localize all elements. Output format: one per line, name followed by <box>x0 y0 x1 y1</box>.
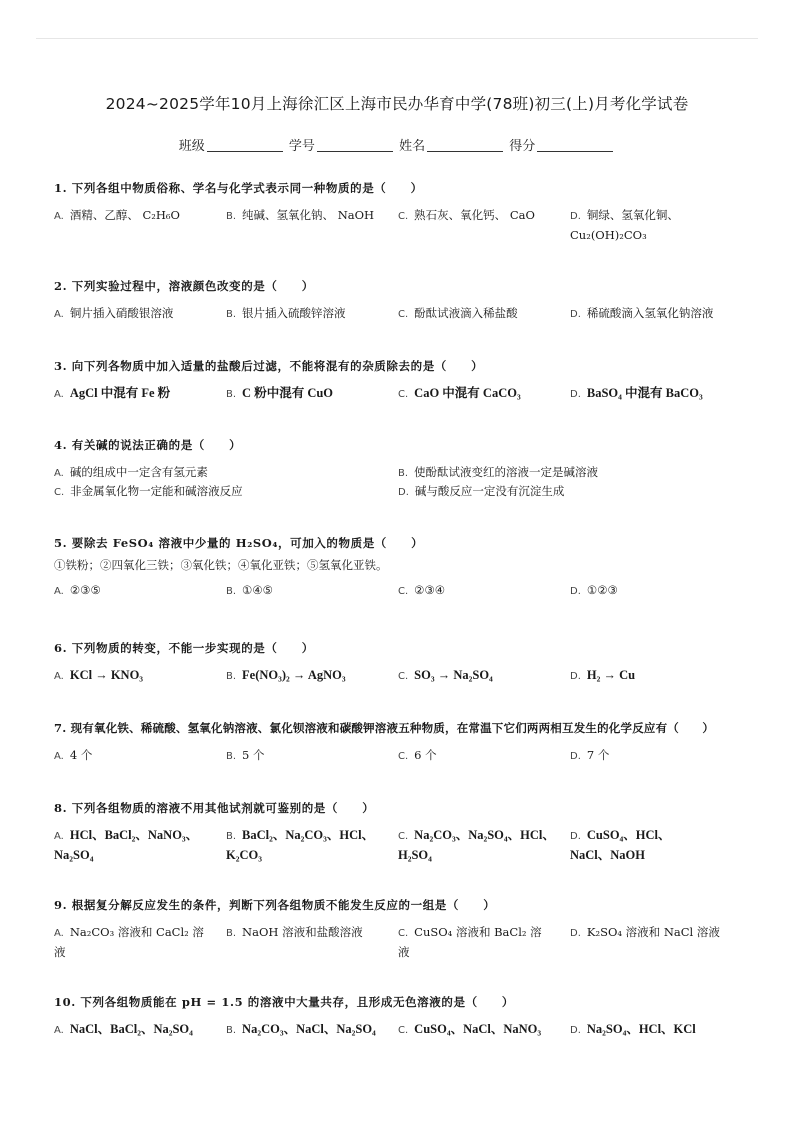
option-a[interactable]: A. 酒精、乙醇、 C₂H₆O <box>54 208 180 222</box>
name-label: 姓名 <box>399 139 426 154</box>
option-a[interactable]: A. 4 个 <box>54 748 93 762</box>
option-d[interactable]: D. 稀硫酸滴入氢氧化钠溶液 <box>570 306 714 320</box>
option-b[interactable]: B. 使酚酞试液变红的溶液一定是碱溶液 <box>398 465 599 479</box>
option-c[interactable]: C. 非金属氧化物一定能和碱溶液反应 <box>54 484 243 498</box>
score-label: 得分 <box>509 139 536 154</box>
option-c[interactable]: C. CuSO₄ 溶液和 BaCl₂ 溶液 <box>398 925 542 959</box>
question-7 <box>54 720 754 786</box>
option-a[interactable]: A. Na₂CO₃ 溶液和 CaCl₂ 溶液 <box>54 925 204 959</box>
option-d[interactable]: D. 铜绿、氢氧化铜、 Cu₂(OH)₂CO₃ <box>570 208 679 242</box>
question-stem: 6. 下列物质的转变，不能一步实现的是（ ） <box>54 641 314 655</box>
question-sub-list: ①铁粉；②四氧化三铁；③氧化铁；④氧化亚铁；⑤氢氧化亚铁。 <box>54 558 388 572</box>
question-10 <box>54 994 754 1060</box>
student-info-line <box>0 135 794 154</box>
option-b[interactable]: B. BaCl₂、Na₂CO₃、HCl、K₂CO₃ <box>226 828 375 862</box>
option-d[interactable]: D. Na₂SO₄、HCl、KCl <box>570 1022 696 1036</box>
option-b[interactable]: B. NaOH 溶液和盐酸溶液 <box>226 925 363 939</box>
question-stem: 1. 下列各组中物质俗称、学名与化学式表示同一种物质的是（ ） <box>54 181 423 195</box>
number-blank[interactable] <box>317 139 393 152</box>
option-b[interactable]: B. 纯碱、氢氧化钠、 NaOH <box>226 208 375 222</box>
option-a[interactable]: A. KCl → KNO₃ <box>54 668 144 682</box>
question-stem: 7. 现有氧化铁、稀硫酸、氢氧化钠溶液、氯化钡溶液和碳酸钾溶液五种物质，在常温下它们两两相互发生的化学反应有（ ） <box>54 721 715 735</box>
option-b[interactable]: B. Na₂CO₃、NaCl、Na₂SO₄ <box>226 1022 376 1036</box>
question-stem: 4. 有关碱的说法正确的是（ ） <box>54 438 242 452</box>
question-2 <box>54 278 754 344</box>
option-b[interactable]: B. 5 个 <box>226 748 265 762</box>
option-c[interactable]: C. SO₃ → Na₂SO₄ <box>398 668 493 682</box>
name-blank[interactable] <box>427 139 503 152</box>
option-d[interactable]: D. 7 个 <box>570 748 610 762</box>
question-6 <box>54 640 754 706</box>
question-stem: 8. 下列各组物质的溶液不用其他试剂就可鉴别的是（ ） <box>54 801 375 815</box>
question-9 <box>54 897 754 963</box>
option-d[interactable]: D. 碱与酸反应一定没有沉淀生成 <box>398 484 565 498</box>
question-stem: 5. 要除去 FeSO₄ 溶液中少量的 H₂SO₄，可加入的物质是（ ） <box>54 536 424 550</box>
option-a[interactable]: A. 碱的组成中一定含有氢元素 <box>54 465 208 479</box>
option-d[interactable]: D. ①②③ <box>570 583 618 597</box>
option-b[interactable]: B. 银片插入硫酸锌溶液 <box>226 306 346 320</box>
option-a[interactable]: A. NaCl、BaCl₂、Na₂SO₄ <box>54 1022 193 1036</box>
option-c[interactable]: C. ②③④ <box>398 583 446 597</box>
question-stem: 3. 向下列各物质中加入适量的盐酸后过滤，不能将混有的杂质除去的是（ ） <box>54 359 484 373</box>
question-1 <box>54 180 754 246</box>
option-d[interactable]: D. K₂SO₄ 溶液和 NaCl 溶液 <box>570 925 720 939</box>
question-8 <box>54 800 754 866</box>
option-a[interactable]: A. 铜片插入硝酸银溶液 <box>54 306 174 320</box>
question-4 <box>54 437 754 503</box>
question-3 <box>54 358 754 424</box>
option-a[interactable]: A. AgCl 中混有 Fe 粉 <box>54 386 171 400</box>
question-stem: 2. 下列实验过程中，溶液颜色改变的是（ ） <box>54 279 314 293</box>
option-a[interactable]: A. ②③⑤ <box>54 583 101 597</box>
option-c[interactable]: C. 酚酞试液滴入稀盐酸 <box>398 306 518 320</box>
option-d[interactable]: D. CuSO₄、HCl、NaCl、NaOH <box>570 828 671 862</box>
option-b[interactable]: B. Fe(NO₃)₂ → AgNO₃ <box>226 668 346 682</box>
option-c[interactable]: C. 熟石灰、氧化钙、 CaO <box>398 208 535 222</box>
score-blank[interactable] <box>537 139 613 152</box>
number-label: 学号 <box>288 139 315 154</box>
option-a[interactable]: A. HCl、BaCl₂、NaNO₃、Na₂SO₄ <box>54 828 199 862</box>
option-d[interactable]: D. H₂ → Cu <box>570 668 636 682</box>
header-divider <box>36 38 758 39</box>
option-c[interactable]: C. CaO 中混有 CaCO₃ <box>398 386 521 400</box>
page-title: 2024~2025学年10月上海徐汇区上海市民办华育中学(78班)初三(上)月考化学试卷 <box>105 95 689 113</box>
class-label: 班级 <box>178 139 205 154</box>
option-c[interactable]: C. 6 个 <box>398 748 437 762</box>
option-b[interactable]: B. ①④⑤ <box>226 583 273 597</box>
class-blank[interactable] <box>207 139 283 152</box>
option-b[interactable]: B. C 粉中混有 CuO <box>226 386 334 400</box>
option-c[interactable]: C. Na₂CO₃、Na₂SO₄、HCl、H₂SO₄ <box>398 828 555 862</box>
question-5 <box>54 535 754 621</box>
question-stem: 9. 根据复分解反应发生的条件，判断下列各组物质不能发生反应的一组是（ ） <box>54 898 496 912</box>
option-c[interactable]: C. CuSO₄、NaCl、NaNO₃ <box>398 1022 542 1036</box>
question-stem: 10. 下列各组物质能在 pH = 1.5 的溶液中大量共存，且形成无色溶液的是（ ） <box>54 995 514 1009</box>
option-d[interactable]: D. BaSO₄ 中混有 BaCO₃ <box>570 386 703 400</box>
